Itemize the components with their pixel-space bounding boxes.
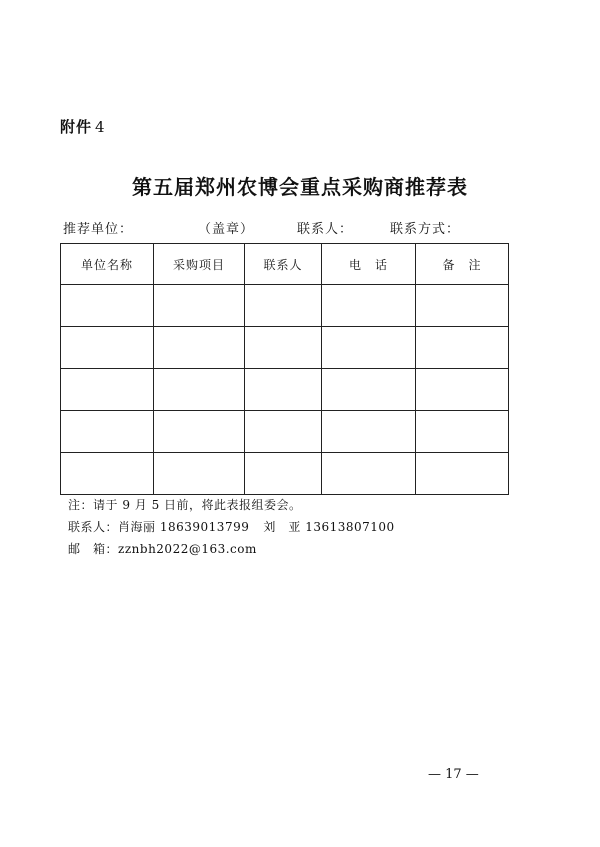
deadline-note: 注：请于 9 月 5 日前，将此表报组委会。 <box>68 498 302 512</box>
table-cell[interactable] <box>245 411 322 453</box>
table-cell[interactable] <box>322 327 416 369</box>
table-row <box>61 411 509 453</box>
recommend-unit-label: 推荐单位： <box>63 222 134 237</box>
table-cell[interactable] <box>245 285 322 327</box>
table-cell[interactable] <box>416 369 509 411</box>
contact-method-label: 联系方式： <box>390 222 461 237</box>
table-cell[interactable] <box>416 411 509 453</box>
email-address[interactable]: zznbh2022@163.com <box>118 542 257 556</box>
table-row <box>61 453 509 495</box>
contacts-line <box>68 516 395 538</box>
stamp-label: （盖章） <box>198 222 255 237</box>
contact2-name: 刘 亚 <box>263 520 301 534</box>
header-purchase-item: 采购项目 <box>154 244 245 285</box>
recommendation-table <box>60 243 509 495</box>
table-cell[interactable] <box>322 285 416 327</box>
page-number: — 17 — <box>428 767 479 782</box>
table-cell[interactable] <box>245 453 322 495</box>
contact2-phone: 13613807100 <box>305 520 395 534</box>
table-cell[interactable] <box>61 369 154 411</box>
table-row <box>61 327 509 369</box>
table-cell[interactable] <box>61 285 154 327</box>
table-cell[interactable] <box>322 411 416 453</box>
table-cell[interactable] <box>154 411 245 453</box>
email-label: 邮 箱： <box>68 542 119 556</box>
header-phone: 电 话 <box>322 244 416 285</box>
table-cell[interactable] <box>154 453 245 495</box>
contact1-name: 肖海丽 <box>118 520 156 534</box>
table-cell[interactable] <box>154 285 245 327</box>
table-cell[interactable] <box>416 453 509 495</box>
table-row <box>61 285 509 327</box>
attachment-text: 附件 <box>60 118 93 136</box>
contact-person-label: 联系人： <box>297 222 354 237</box>
table-cell[interactable] <box>416 285 509 327</box>
table-cell[interactable] <box>245 327 322 369</box>
header-contact-person: 联系人 <box>245 244 322 285</box>
contact1-phone: 18639013799 <box>159 520 250 534</box>
attachment-label <box>60 116 106 137</box>
table-row <box>61 369 509 411</box>
header-remarks: 备 注 <box>416 244 509 285</box>
table-cell[interactable] <box>154 369 245 411</box>
table-cell[interactable] <box>245 369 322 411</box>
table-cell[interactable] <box>322 453 416 495</box>
table-cell[interactable] <box>154 327 245 369</box>
page-title: 第五届郑州农博会重点采购商推荐表 <box>132 175 468 199</box>
contacts-label: 联系人： <box>68 520 119 534</box>
header-unit-name: 单位名称 <box>61 244 154 285</box>
table-cell[interactable] <box>416 327 509 369</box>
table-cell[interactable] <box>61 453 154 495</box>
table-cell[interactable] <box>61 327 154 369</box>
notes-section <box>68 494 395 560</box>
table-header-row <box>61 244 509 285</box>
table-cell[interactable] <box>322 369 416 411</box>
attachment-number: 4 <box>95 118 106 136</box>
email-line <box>68 538 395 560</box>
table-cell[interactable] <box>61 411 154 453</box>
